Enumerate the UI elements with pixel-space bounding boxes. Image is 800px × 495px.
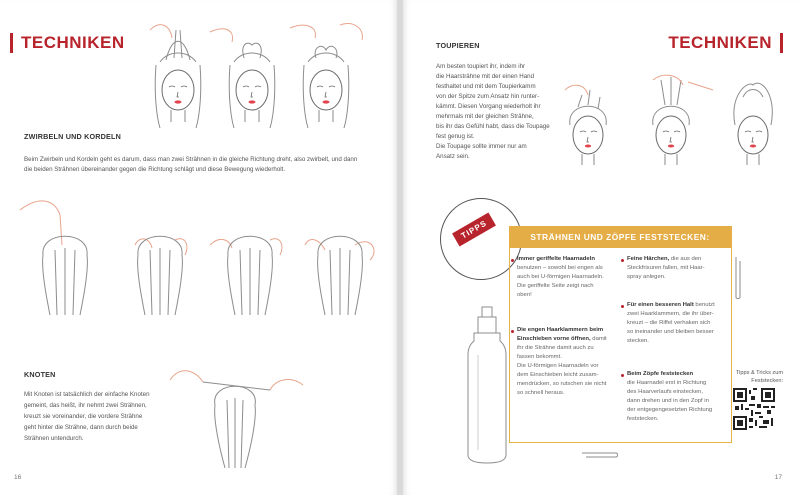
tip-haarklammern-oeffnen	[517, 326, 614, 398]
section-title-toupieren: TOUPIEREN	[436, 41, 480, 50]
back-head-4	[305, 236, 374, 315]
tip-line: so schnell heraus.	[517, 390, 565, 396]
head-2	[229, 43, 275, 128]
tip-line: Die geriffelte Seite zeigt nach	[517, 283, 594, 289]
tip-line: des Haarverlaufs einstecken,	[627, 389, 703, 395]
tip-line: spray anlegen.	[627, 274, 666, 280]
tips-badge: TIPPS	[452, 212, 496, 246]
page-number-left: 16	[14, 474, 22, 481]
tip-line: der entgegengesetzten Richtung	[627, 407, 713, 413]
back-head-2	[135, 236, 187, 315]
tip-line: zwei Haarklammern, die ihr über-	[627, 311, 714, 317]
teasing-illustration	[553, 70, 793, 180]
page-heading-right: TECHNIKEN	[668, 33, 783, 53]
tip-line: kreuzt – die Riffel verhaken sich	[627, 320, 711, 326]
knoten-line: Mit Knoten ist tatsächlich der einfache Knoten	[24, 391, 150, 398]
toupieren-line: Die Toupage sollte immer nur am	[436, 143, 527, 150]
tip-line: feststecken.	[627, 416, 659, 422]
tip-line: die Haarnadel erst in Richtung	[627, 380, 707, 386]
bobby-pin-icon	[733, 255, 743, 300]
tip-bullet	[621, 259, 624, 262]
tip-zoepfe-feststecken	[627, 370, 724, 424]
tip-line: auch bei U-förmigen Haarnadeln.	[517, 274, 604, 280]
twisting-illustration	[140, 20, 370, 130]
tip-line: so ineinander und bleiben besser	[627, 329, 714, 335]
tip-line: dem Einschieben leicht zusam-	[517, 372, 599, 378]
tip-bold: Beim Zöpfe feststecken	[627, 371, 694, 377]
toupieren-line: bis ihr das Gefühl habt, dass die Toupage	[436, 123, 550, 130]
tip-bold: Feine Härchen,	[627, 256, 670, 262]
tip-tail: damit	[590, 336, 607, 342]
tip-besserer-halt	[627, 301, 724, 346]
hairspray-can-icon	[466, 305, 511, 465]
tip-bullet	[511, 259, 514, 262]
tip-bullet	[621, 374, 624, 377]
tip-line: stecken.	[627, 338, 649, 344]
tip-tail: benutzt	[693, 302, 715, 308]
tip-bold: Für einen besseren Halt	[627, 302, 694, 308]
toupieren-line: mehrmals mit der gleichen Strähne,	[436, 113, 534, 120]
toupieren-line: Ansatz sein.	[436, 153, 470, 160]
knoten-line: Strähnen untendurch.	[24, 435, 84, 442]
tip-line: oben!	[517, 292, 532, 298]
tip-tail: die aus den	[669, 256, 702, 262]
toupieren-line: von der Spitze zum Ansatz hin runter-	[436, 93, 540, 100]
toupieren-line: festhaltet und mit dem Toupierkamm	[436, 83, 536, 90]
knoten-line: gemeint, das heißt, ihr nehmt zwei Strähnen,	[24, 402, 147, 409]
tip-feine-haerchen	[627, 255, 724, 282]
qr-code[interactable]	[733, 388, 775, 430]
page-number-right: 17	[774, 474, 782, 481]
tips-title: STRÄHNEN UND ZÖPFE FESTSTECKEN:	[509, 226, 731, 248]
tip-line: fassen bekommt.	[517, 354, 562, 360]
back-head-3	[210, 236, 282, 315]
qr-label: Tipps & Tricks zum Feststecken:	[735, 370, 783, 384]
toupieren-line: die Haarsträhne mit der einen Hand	[436, 73, 535, 80]
head-1	[155, 30, 201, 128]
tip-line: mendrücken, so rutschen sie nicht	[517, 381, 607, 387]
toupieren-line: kämmt. Diesen Vorgang wiederholt ihr	[436, 103, 541, 110]
left-page	[0, 0, 397, 495]
knot-illustration	[165, 360, 305, 470]
tip-bold: Die engen Haarklammern beim	[517, 327, 604, 333]
toupieren-line: fest genug ist.	[436, 133, 475, 140]
tip-line: Steckfrisuren fallen, mit Haar-	[627, 265, 705, 271]
section-text-zwirbeln-2: die beiden Strähnen übereinander gegen die Richtung schlägt und diese Bewegung wiederholt.	[24, 166, 286, 173]
section-title-zwirbeln: ZWIRBELN UND KORDELN	[24, 132, 122, 141]
tip-bold: Immer geriffelte Haarnadeln	[517, 256, 595, 262]
tip-bullet	[511, 330, 514, 333]
back-head-1	[20, 201, 87, 315]
knoten-line: geht hinter die Strähne, dann durch beide	[24, 424, 138, 431]
hand-illustration	[150, 23, 362, 42]
twisting-back-illustration	[20, 190, 390, 320]
bobby-pin-icon	[580, 451, 620, 459]
tip-line: dann drehen und in den Zopf in	[627, 398, 709, 404]
head-3	[303, 46, 349, 128]
teased-head-1	[570, 90, 607, 165]
tip-line: benutzen – sowohl bei engen als	[517, 265, 603, 271]
hand-illustration	[565, 75, 713, 95]
knoten-line: kreuzt sie voreinander, die vordere Strähne	[24, 413, 143, 420]
toupieren-line: Am besten toupiert ihr, indem ihr	[436, 63, 526, 70]
section-title-knoten: KNOTEN	[24, 370, 56, 379]
tip-line: Die U-förmigen Haarnadeln vor	[517, 363, 599, 369]
teased-head-2	[653, 77, 690, 165]
section-text-zwirbeln-1: Beim Zwirbeln und Kordeln geht es darum, dass man zwei Strähnen in die gleiche Richtung dreht, also zwirbelt, und dann	[24, 156, 358, 163]
tip-geriffelte-haarnadeln	[517, 255, 614, 300]
page-heading-left: TECHNIKEN	[10, 33, 125, 53]
teased-head-3	[734, 83, 772, 165]
tip-bold: Einschieben vorne öffnen,	[517, 336, 591, 342]
tip-bullet	[621, 305, 624, 308]
tip-line: ihr die Strähne damit auch zu	[517, 345, 594, 351]
